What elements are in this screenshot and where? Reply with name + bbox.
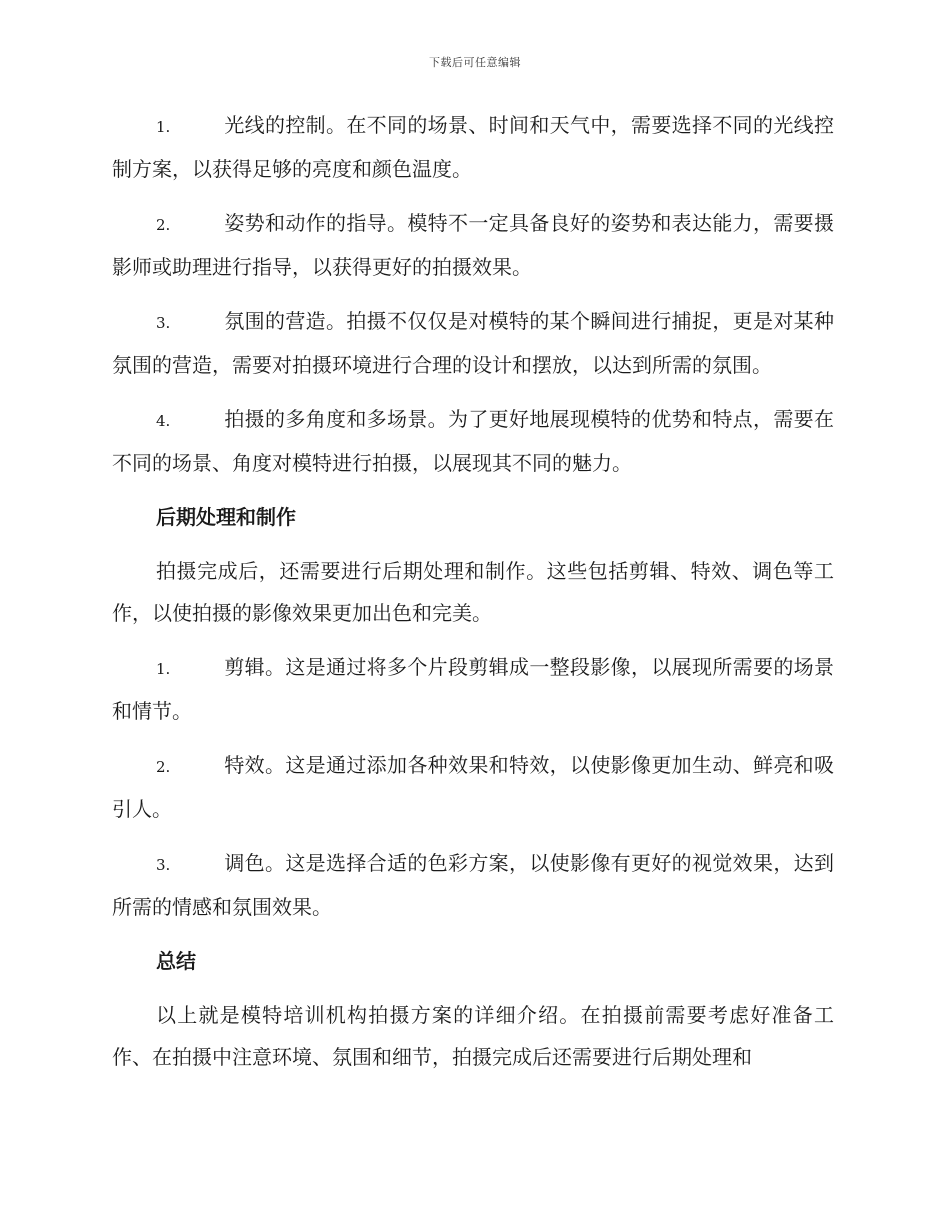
list-text: 氛围的营造。拍摄不仅仅是对模特的某个瞬间进行捕捉，更是对某种氛围的营造，需要对拍摄环境进行合理的设计和摆放，以达到所需的氛围。 (112, 309, 834, 377)
list-text: 拍摄的多角度和多场景。为了更好地展现模特的优势和特点，需要在不同的场景、角度对模特进行拍摄，以展现其不同的魅力。 (112, 407, 834, 475)
page-header: 下载后可任意编辑 (429, 56, 521, 69)
list-number: 3. (156, 314, 171, 332)
list-number: 3. (156, 856, 171, 874)
list-text: 光线的控制。在不同的场景、时间和天气中，需要选择不同的光线控制方案，以获得足够的亮度和颜色温度。 (112, 113, 834, 181)
section-heading: 总结 (156, 949, 196, 973)
paragraph: 拍摄完成后，还需要进行后期处理和制作。这些包括剪辑、特效、调色等工作，以使拍摄的影像效果更加出色和完美。 (112, 559, 834, 625)
list-number: 1. (156, 118, 171, 136)
document-body (112, 104, 834, 1090)
list-number: 2. (156, 216, 171, 234)
list-item (112, 202, 834, 288)
list-text: 剪辑。这是通过将多个片段剪辑成一整段影像，以展现所需要的场景和情节。 (112, 655, 834, 723)
list-text: 调色。这是选择合适的色彩方案，以使影像有更好的视觉效果，达到所需的情感和氛围效果。 (112, 851, 834, 919)
list-item (112, 744, 834, 830)
list-number: 1. (156, 660, 171, 678)
list-text: 姿势和动作的指导。模特不一定具备良好的姿势和表达能力，需要摄影师或助理进行指导，以获得更好的拍摄效果。 (112, 211, 834, 279)
section-heading: 后期处理和制作 (156, 505, 296, 529)
list-item (112, 646, 834, 732)
list-text: 特效。这是通过添加各种效果和特效，以使影像更加生动、鲜亮和吸引人。 (112, 753, 834, 821)
list-number: 4. (156, 412, 171, 430)
list-number: 2. (156, 758, 171, 776)
list-item (112, 398, 834, 484)
list-item (112, 842, 834, 928)
list-item (112, 104, 834, 190)
list-item (112, 300, 834, 386)
paragraph: 以上就是模特培训机构拍摄方案的详细介绍。在拍摄前需要考虑好准备工作、在拍摄中注意环境、氛围和细节，拍摄完成后还需要进行后期处理和 (112, 1003, 834, 1069)
